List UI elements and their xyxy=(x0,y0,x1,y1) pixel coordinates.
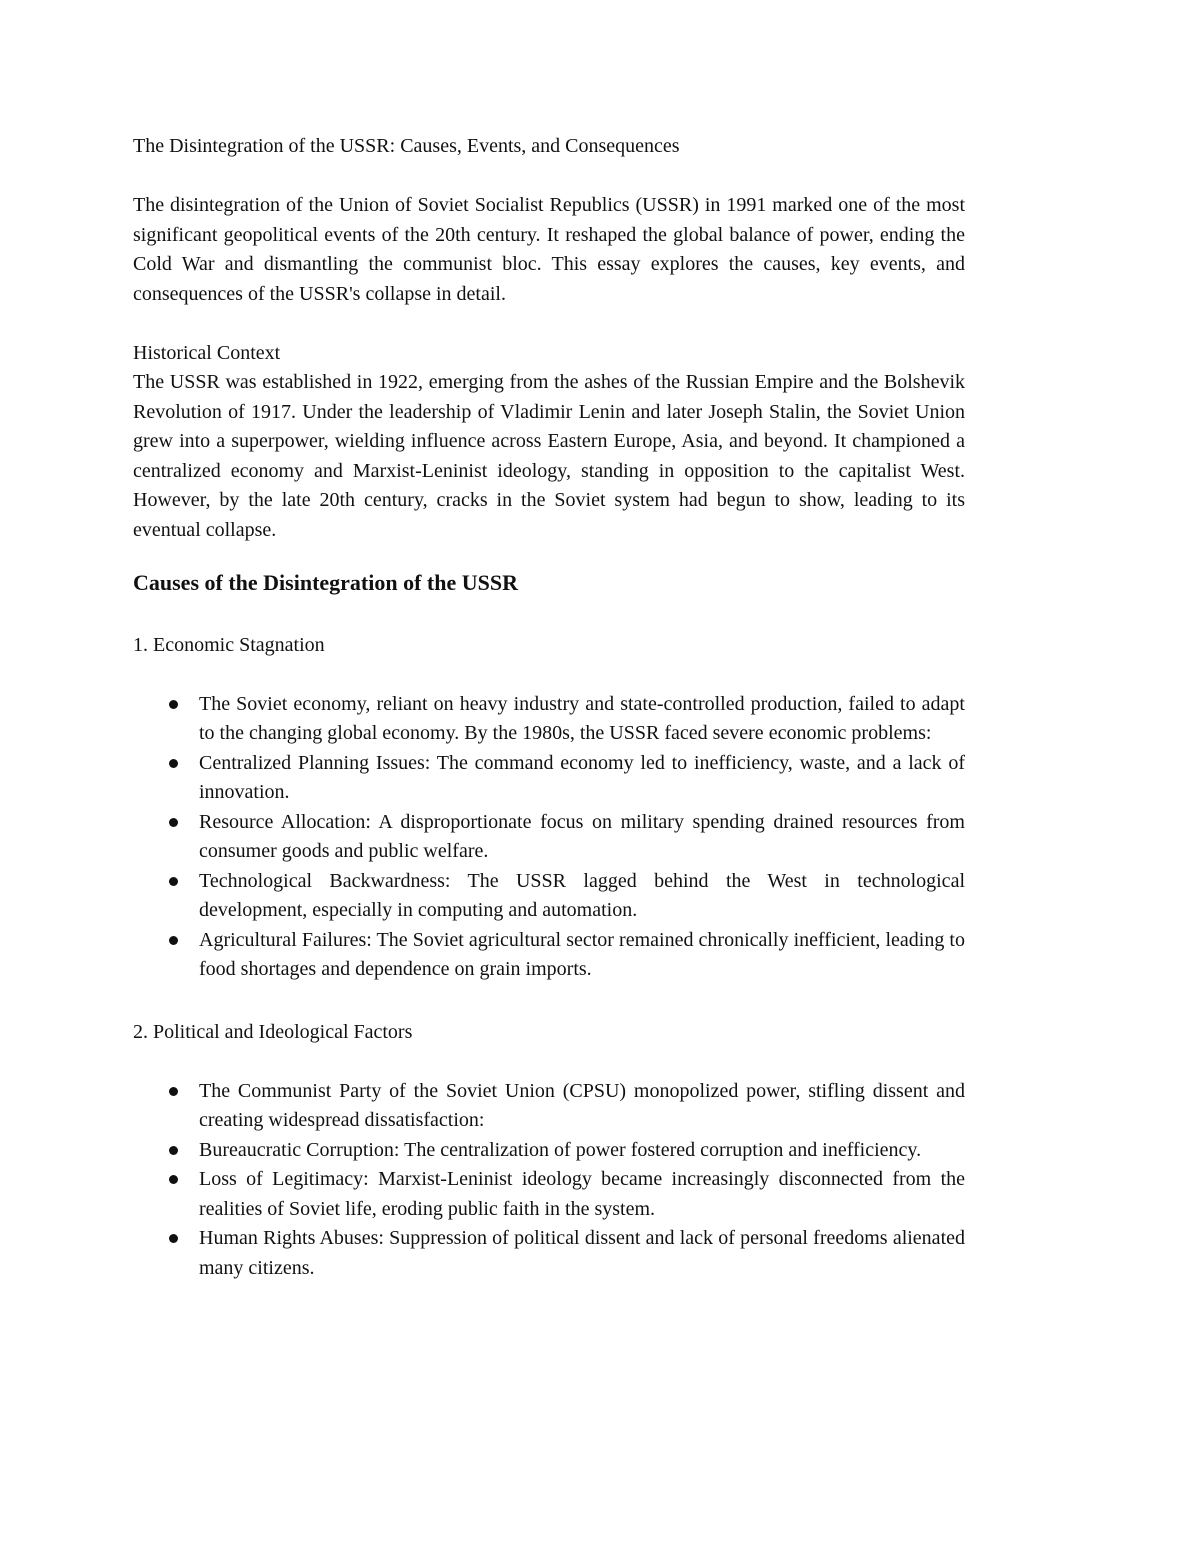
list-item xyxy=(199,1165,965,1224)
economic-stagnation-heading: 1. Economic Stagnation xyxy=(133,633,325,656)
list-item-text: Centralized Planning Issues: The command economy led to inefficiency, waste, and a lack of innovation. xyxy=(199,751,965,803)
historical-context-paragraph: The USSR was established in 1922, emerging from the ashes of the Russian Empire and the Bolshevik Revolution of 1917. Under the leadership of Vladimir Lenin and later Joseph Stalin, the Soviet Union grew into a superpower, wielding influence across Eastern Europe, Asia, and beyond. It championed a centralized economy and Marxist-Leninist ideology, standing in opposition to the capitalist West. However, by the late 20th century, cracks in the Soviet system had begun to show, leading to its eventual collapse. xyxy=(133,371,965,541)
document-body xyxy=(133,132,965,1283)
bullet-icon xyxy=(169,1175,178,1184)
list-item-text: Resource Allocation: A disproportionate focus on military spending drained resources from consumer goods and public welfare. xyxy=(199,810,965,862)
list-item xyxy=(199,867,965,926)
list-item-text: The Soviet economy, reliant on heavy industry and state-controlled production, failed to adapt to the changing global economy. By the 1980s, the USSR faced severe economic problems: xyxy=(199,692,965,744)
bullet-icon xyxy=(169,759,178,768)
list-item-text: Technological Backwardness: The USSR lagged behind the West in technological development, especially in computing and automation. xyxy=(199,869,965,921)
intro-paragraph: The disintegration of the Union of Soviet Socialist Republics (USSR) in 1991 marked one of the most significant geopolitical events of the 20th century. It reshaped the global balance of power, ending the Cold War and dismantling the communist bloc. This essay explores the causes, key events, and consequences of the USSR's collapse in detail. xyxy=(133,194,965,305)
list-item xyxy=(199,926,965,985)
bullet-icon xyxy=(169,877,178,886)
list-item xyxy=(199,1136,965,1166)
list-item xyxy=(199,690,965,749)
economic-stagnation-list xyxy=(133,690,965,985)
political-factors-heading: 2. Political and Ideological Factors xyxy=(133,1020,413,1043)
list-item xyxy=(199,808,965,867)
list-item xyxy=(199,1224,965,1283)
list-item-text: Bureaucratic Corruption: The centralization of power fostered corruption and inefficiency. xyxy=(199,1138,922,1161)
document-title: The Disintegration of the USSR: Causes, Events, and Consequences xyxy=(133,135,680,157)
causes-heading: Causes of the Disintegration of the USSR xyxy=(133,570,518,595)
list-item-text: Loss of Legitimacy: Marxist-Leninist ideology became increasingly disconnected from the realities of Soviet life, eroding public faith in the system. xyxy=(199,1168,965,1220)
list-item-text: Agricultural Failures: The Soviet agricultural sector remained chronically inefficient, leading to food shortages and dependence on grain imports. xyxy=(199,928,965,980)
list-item-text: The Communist Party of the Soviet Union (CPSU) monopolized power, stifling dissent and creating widespread dissatisfaction: xyxy=(199,1079,965,1131)
bullet-icon xyxy=(169,700,178,709)
bullet-icon xyxy=(169,936,178,945)
bullet-icon xyxy=(169,1146,178,1155)
list-item xyxy=(199,749,965,808)
bullet-icon xyxy=(169,1234,178,1243)
political-factors-list xyxy=(133,1077,965,1284)
historical-context-heading: Historical Context xyxy=(133,341,281,364)
bullet-icon xyxy=(169,1087,178,1096)
list-item xyxy=(199,1077,965,1136)
list-item-text: Human Rights Abuses: Suppression of political dissent and lack of personal freedoms alienated many citizens. xyxy=(199,1227,965,1279)
bullet-icon xyxy=(169,818,178,827)
